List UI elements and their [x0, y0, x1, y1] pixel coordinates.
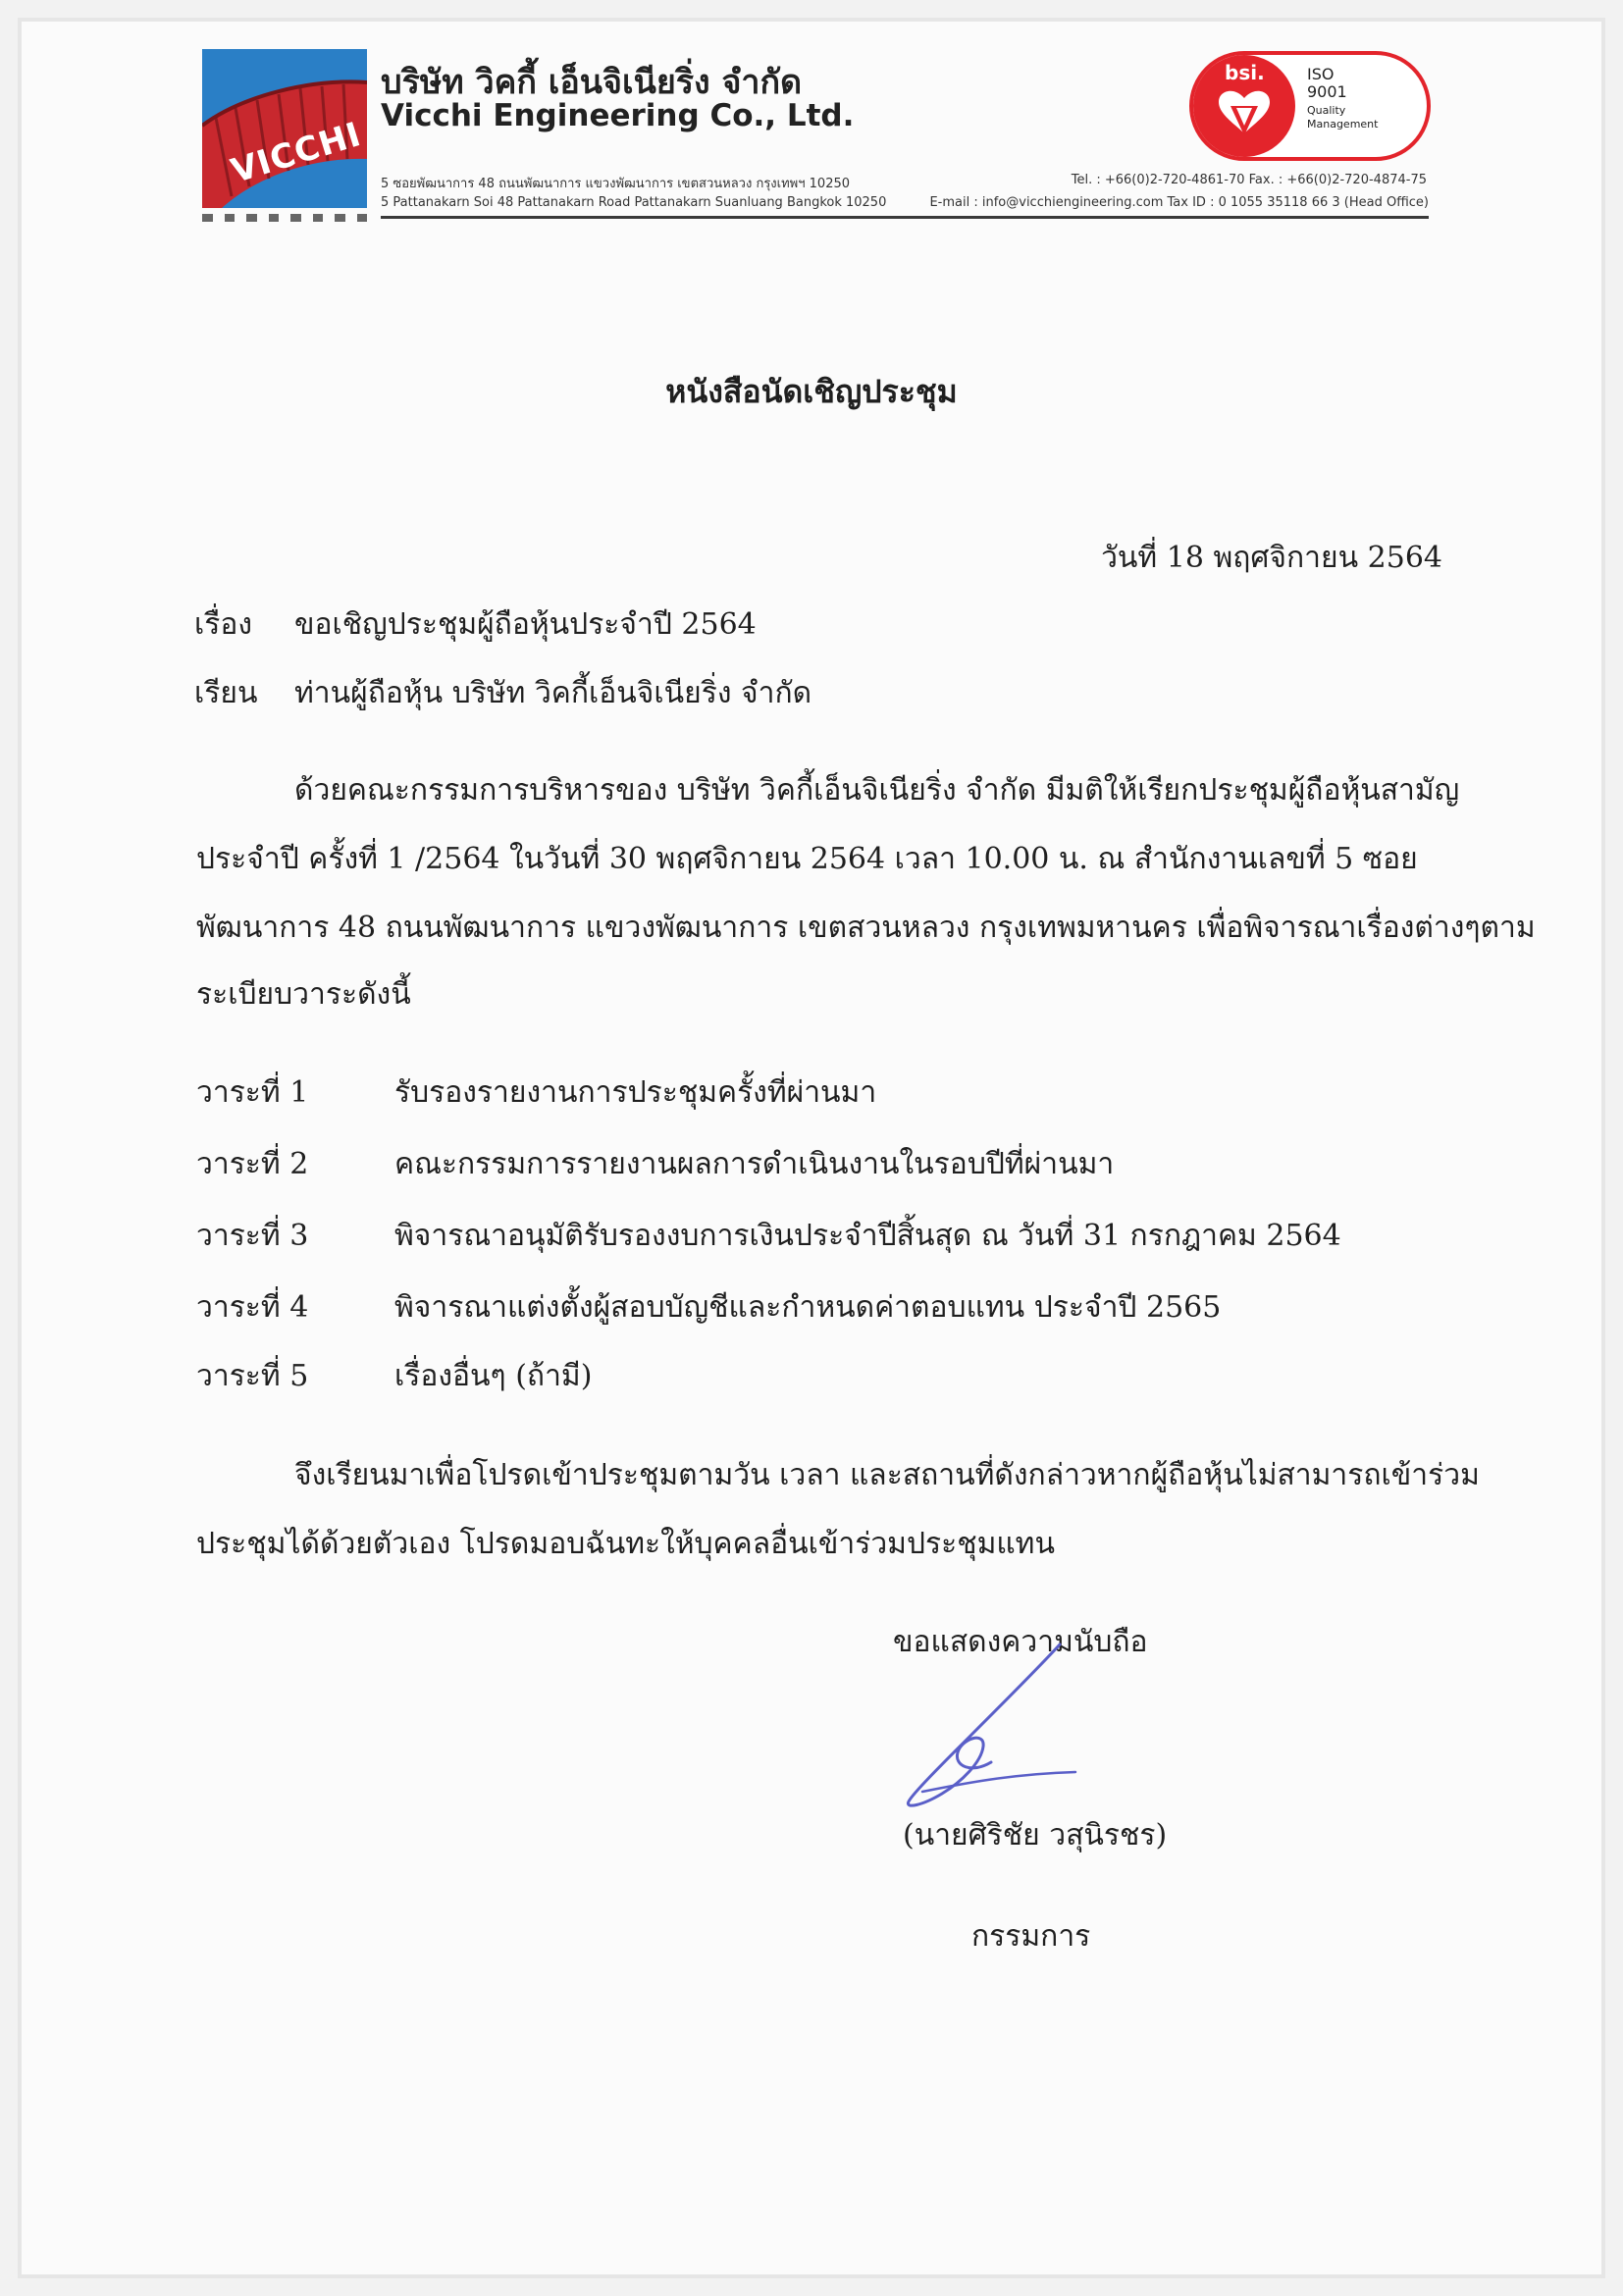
signer-name: (นายศิริชัย วสุนิรชร) [903, 1818, 1168, 1852]
recipient-text: ท่านผู้ถือหุ้น บริษัท วิคกี้เอ็นจิเนียริ่ง จำกัด [294, 676, 812, 710]
agenda-item: รับรองรายงานการประชุมครั้งที่ผ่านมา [394, 1075, 877, 1110]
iso-label: ISO [1307, 65, 1335, 83]
intro-line: ระเบียบวาระดังนี้ [196, 977, 411, 1012]
bsi-brand: bsi. [1225, 61, 1265, 84]
iso-certification-badge [1189, 51, 1431, 161]
regards-text: ขอแสดงความนับถือ [893, 1625, 1148, 1659]
signer-title: กรรมการ [971, 1919, 1091, 1954]
letterhead-divider [381, 216, 1429, 219]
agenda-number: วาระที่ 3 [196, 1219, 309, 1253]
address-english: 5 Pattanakarn Soi 48 Pattanakarn Road Pattanakarn Suanluang Bangkok 10250 [381, 195, 887, 210]
cert-desc-line1: Quality [1307, 104, 1346, 117]
agenda-number: วาระที่ 5 [196, 1359, 309, 1393]
document-title: หนังสือนัดเชิญประชุม [665, 373, 958, 410]
address-thai: 5 ซอยพัฒนาการ 48 ถนนพัฒนาการ แขวงพัฒนาการ เขตสวนหลวง กรุงเทพฯ 10250 [381, 177, 851, 191]
recipient-label: เรียน [194, 676, 258, 710]
contact-phone-fax: Tel. : +66(0)2-720-4861-70 Fax. : +66(0)2-720-4874-75 [1071, 173, 1427, 187]
company-name-english: Vicchi Engineering Co., Ltd. [381, 98, 855, 133]
agenda-number: วาระที่ 4 [196, 1290, 309, 1325]
logo-wordmark: VICCHI [227, 114, 366, 192]
subject-label: เรื่อง [194, 607, 253, 642]
company-name-thai: บริษัท วิคกี้ เอ็นจิเนียริ่ง จำกัด [381, 63, 803, 102]
agenda-number: วาระที่ 2 [196, 1147, 309, 1181]
cert-desc-line2: Management [1307, 118, 1379, 130]
agenda-item: เรื่องอื่นๆ (ถ้ามี) [394, 1359, 593, 1393]
company-logo [202, 49, 367, 208]
agenda-number: วาระที่ 1 [196, 1075, 309, 1110]
agenda-item: พิจารณาแต่งตั้งผู้สอบบัญชีและกำหนดค่าตอบแทน ประจำปี 2565 [394, 1290, 1222, 1325]
agenda-item: คณะกรรมการรายงานผลการดำเนินงานในรอบปีที่ผ่านมา [394, 1147, 1115, 1181]
intro-line: ประจำปี ครั้งที่ 1 /2564 ในวันที่ 30 พฤศจิกายน 2564 เวลา 10.00 น. ณ สำนักงานเลขที่ 5 ซอย [196, 842, 1418, 876]
intro-line: พัฒนาการ 48 ถนนพัฒนาการ แขวงพัฒนาการ เขตสวนหลวง กรุงเทพมหานคร เพื่อพิจารณาเรื่องต่างๆตาม [196, 911, 1536, 945]
closing-line: จึงเรียนมาเพื่อโปรดเข้าประชุมตามวัน เวลา และสถานที่ดังกล่าวหากผู้ถือหุ้นไม่สามารถเข้าร่วม [294, 1458, 1480, 1492]
document-date: วันที่ 18 พฤศจิกายน 2564 [1101, 541, 1442, 575]
agenda-item: พิจารณาอนุมัติรับรองงบการเงินประจำปีสิ้นสุด ณ วันที่ 31 กรกฎาคม 2564 [394, 1219, 1341, 1253]
logo-dots-decoration [202, 214, 367, 224]
subject-text: ขอเชิญประชุมผู้ถือหุ้นประจำปี 2564 [294, 607, 757, 642]
signature-mark [893, 1637, 1089, 1813]
intro-line: ด้วยคณะกรรมการบริหารของ บริษัท วิคกี้เอ็นจิเนียริ่ง จำกัด มีมติให้เรียกประชุมผู้ถือหุ้นสามัญ [294, 773, 1460, 808]
iso-number: 9001 [1307, 82, 1347, 101]
contact-email-tax: E-mail : info@vicchiengineering.com Tax ID : 0 1055 35118 66 3 (Head Office) [929, 195, 1429, 210]
closing-line: ประชุมได้ด้วยตัวเอง โปรดมอบฉันทะให้บุคคลอื่นเข้าร่วมประชุมแทน [196, 1527, 1055, 1561]
